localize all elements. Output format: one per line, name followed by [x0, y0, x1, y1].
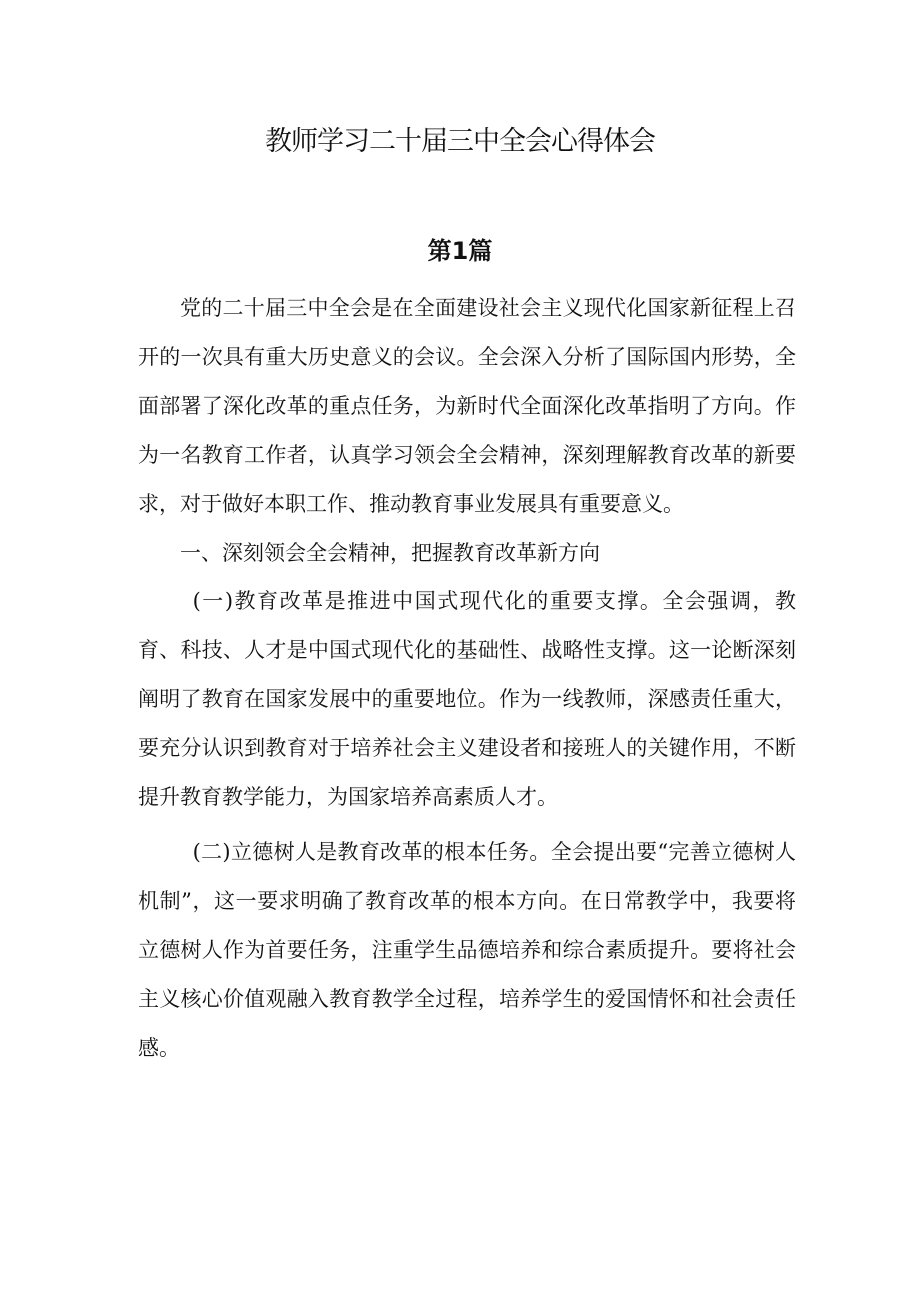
intro-paragraph: 党的二十届三中全会是在全面建设社会主义现代化国家新征程上召开的一次具有重大历史意义的会议。全会深入分析了国际国内形势，全面部署了深化改革的重点任务，为新时代全面深化改革指明了方向。作为一名教育工作者，认真学习领会全会精神，深刻理解教育改革的新要求，对于做好本职工作、推动教育事业发展具有重要意义。 [138, 296, 796, 516]
section-heading: 一、深刻领会全会精神，把握教育改革新方向 [180, 540, 600, 565]
document-body [138, 284, 796, 1073]
subsection-paragraph-1: (一)教育改革是推进中国式现代化的重要支撑。全会强调，教育、科技、人才是中国式现代化的基础性、战略性支撑。这一论断深刻阐明了教育在国家发展中的重要地位。作为一线教师，深感责任重大，要充分认识到教育对于培养社会主义建设者和接班人的关键作用，不断提升教育教学能力，为国家培养高素质人才。 [138, 589, 796, 810]
section-title: 第1篇 [427, 237, 493, 265]
document-title: 教师学习二十届三中全会心得体会 [265, 126, 655, 157]
subsection-paragraph-2: (二)立德树人是教育改革的根本任务。全会提出要“完善立德树人机制”，这一要求明确了教育改革的根本方向。在日常教学中，我要将立德树人作为首要任务，注重学生品德培养和综合素质提升。要将社会主义核心价值观融入教育教学全过程，培养学生的爱国情怀和社会责任感。 [138, 839, 796, 1060]
